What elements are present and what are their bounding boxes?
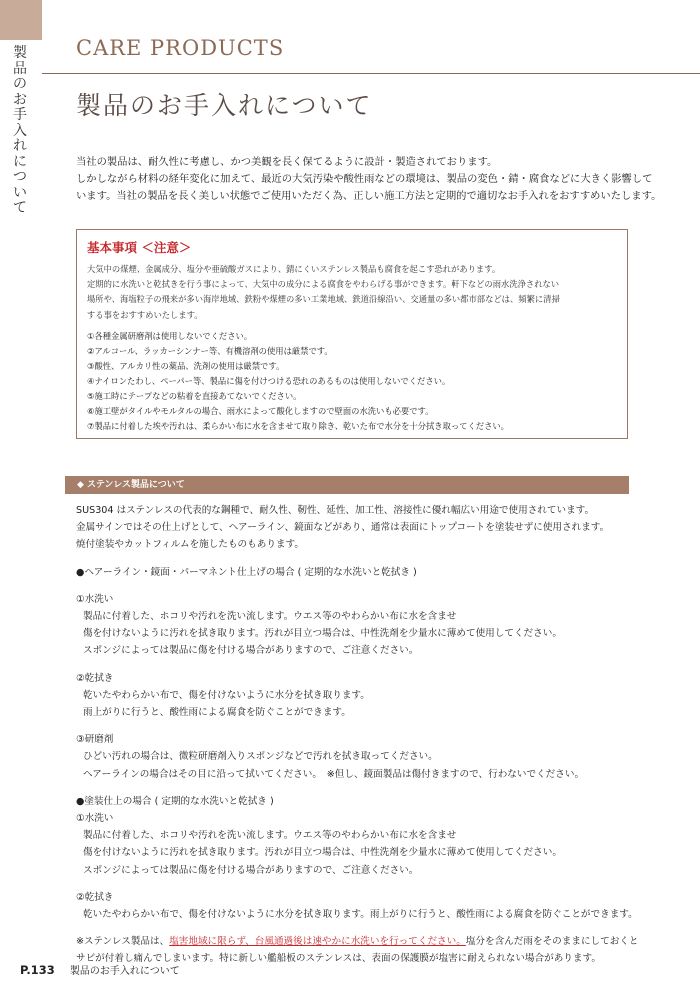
footer-label: 製品のお手入れについて [69,966,180,977]
caution-list [87,329,617,435]
dry-line: 雨上がりに行うと、酸性雨による腐食を防ぐことができます。 [83,707,351,719]
polish-title: ③研磨剤 [76,734,114,746]
dry-line: 乾いたやわらかい布で、傷を付けないように水分を拭き取ります。 [83,689,370,701]
stainless-content [76,502,666,968]
page-footer [20,962,180,977]
caution-item: ⑤施工時にテープなどの粘着を直接あてないでください。 [87,391,302,402]
dry-title: ②乾拭き [76,672,114,684]
caution-line: 場所や、海塩粒子の飛来が多い海岸地域、鉄粉や煤煙の多い工業地域、鉄道沿線沿い、交通量の多い都市部などは、頻繁に清掃 [87,294,560,305]
polish-line: ヘアーラインの場合はその目に沿って拭いてください。 ※但し、鏡面製品は傷付きますので、行わないでください。 [83,768,585,780]
caution-item: ①各種金属研磨剤は使用しないでください。 [87,330,253,341]
wash-title: ①水洗い [76,593,114,605]
paint-dry-line: 乾いたやわらかい布で、傷を付けないように水分を拭き取ります。雨上がりに行うと、酸性雨による腐食を防ぐことができます。 [83,909,638,921]
corner-tab [0,0,42,40]
stainless-note [76,933,666,950]
stainless-section-header: ◆ ステンレス製品について [65,476,629,494]
paint-dry-title: ②乾拭き [76,891,114,903]
intro-line: います。当社の製品を長く美しい状態でご使用いただく為、正しい施工方法と定期的で適切なお手入れをおすすめいたします。 [76,190,662,202]
note-warning: 塩害地域に限らず、台風通過後は速やかに水洗いを行ってください。 [169,936,466,948]
caution-item: ②アルコール、ラッカーシンナー等、有機溶剤の使用は厳禁です。 [87,345,333,356]
page-number: P.133 [20,963,55,977]
wash-line: スポンジによっては製品に傷を付ける場合がありますので、ご注意ください。 [83,645,419,657]
paint-wash-line: 製品に付着した、ホコリや汚れを洗い流します。ウエス等のやわらかい布に水を含ませ [83,830,457,842]
stainless-intro-line: SUS304 はステンレスの代表的な鋼種で、耐久性、靭性、延性、加工性、溶接性に優れ幅広い用途で使用されています。 [76,505,595,516]
paint-heading: ●塗装仕上の場合 ( 定期的な水洗いと乾拭き ) [76,795,274,807]
paint-wash-line: スポンジによっては製品に傷を付ける場合がありますので、ご注意ください。 [83,864,419,876]
caution-item: ③酸性、アルカリ性の薬品、洗剤の使用は厳禁です。 [87,361,285,371]
caution-line: 定期的に水洗いと乾拭きを行う事によって、大気中の成分による腐食をやわらげる事ができます。軒下などの雨水洗浄されない [87,279,560,290]
hairline-heading: ●ヘアーライン・鏡面・パーマネント仕上げの場合 ( 定期的な水洗いと乾拭き ) [76,566,417,578]
intro-text [76,154,666,205]
side-label: 製品のお手入れについて [13,45,27,216]
stainless-note-line2: サビが付着し痛んでしまいます。特に新しい艦船板のステンレスは、表面の保護膜が塩害に耐えられない場合があります。 [76,953,601,965]
page-title: 製品のお手入れについて [76,91,373,120]
header-section-title: CARE PRODUCTS [76,36,285,60]
stainless-intro-line: 焼付塗装やカットフィルムを施したものもあります。 [76,539,304,551]
wash-line: 傷を付けないように汚れを拭き取ります。汚れが目立つ場合は、中性洗剤を少量水に薄めて使用してください。 [83,628,562,640]
paint-wash-line: 傷を付けないように汚れを拭き取ります。汚れが目立つ場合は、中性洗剤を少量水に薄めて使用してください。 [83,847,562,859]
basic-caution-box [76,229,628,439]
wash-line: 製品に付着した、ホコリや汚れを洗い流します。ウエス等のやわらかい布に水を含ませ [83,611,457,623]
caution-item: ⑥施工壁がタイルやモルタルの場合、雨水によって酸化しますので壁面の水洗いも必要です。 [87,406,434,417]
polish-line: ひどい汚れの場合は、微粒研磨剤入りスポンジなどで汚れを拭き取ってください。 [83,751,438,763]
caution-line: する事をおすすめいたします。 [87,309,203,320]
intro-line: しかしながら材料の経年変化に加えて、最近の大気汚染や酸性雨などの環境は、製品の変色・錆・腐食などに大きく影響して [76,173,653,185]
intro-line: 当社の製品は、耐久性に考慮し、かつ美観を長く保てるように設計・製造されております。 [76,156,498,168]
caution-line: 大気中の煤煙、金属成分、塩分や亜硫酸ガスにより、錆にくいステンレス製品も腐食を起こす恐れがあります。 [87,264,501,274]
caution-item: ⑦製品に付着した埃や汚れは、柔らかい布に水を含ませて取り除き、乾いた布で水分を十分拭き取ってください。 [87,421,509,432]
note-suffix: 塩分を含んだ雨をそのままにしておくと [465,936,639,948]
stainless-intro-line: 金属サインではその仕上げとして、ヘアーライン、鏡面などがあり、通常は表面にトップコートを塗装せずに使用されます。 [76,522,610,534]
header-divider [42,73,700,74]
basic-caution-title: 基本事項 ＜注意＞ [87,240,192,255]
note-prefix: ※ステンレス製品は、 [76,936,170,948]
paint-wash-title: ①水洗い [76,813,114,825]
basic-caution-body [87,262,617,323]
caution-item: ④ナイロンたわし、ペーパー等、製品に傷を付けつける恐れのあるものは使用しないでください。 [87,376,451,387]
